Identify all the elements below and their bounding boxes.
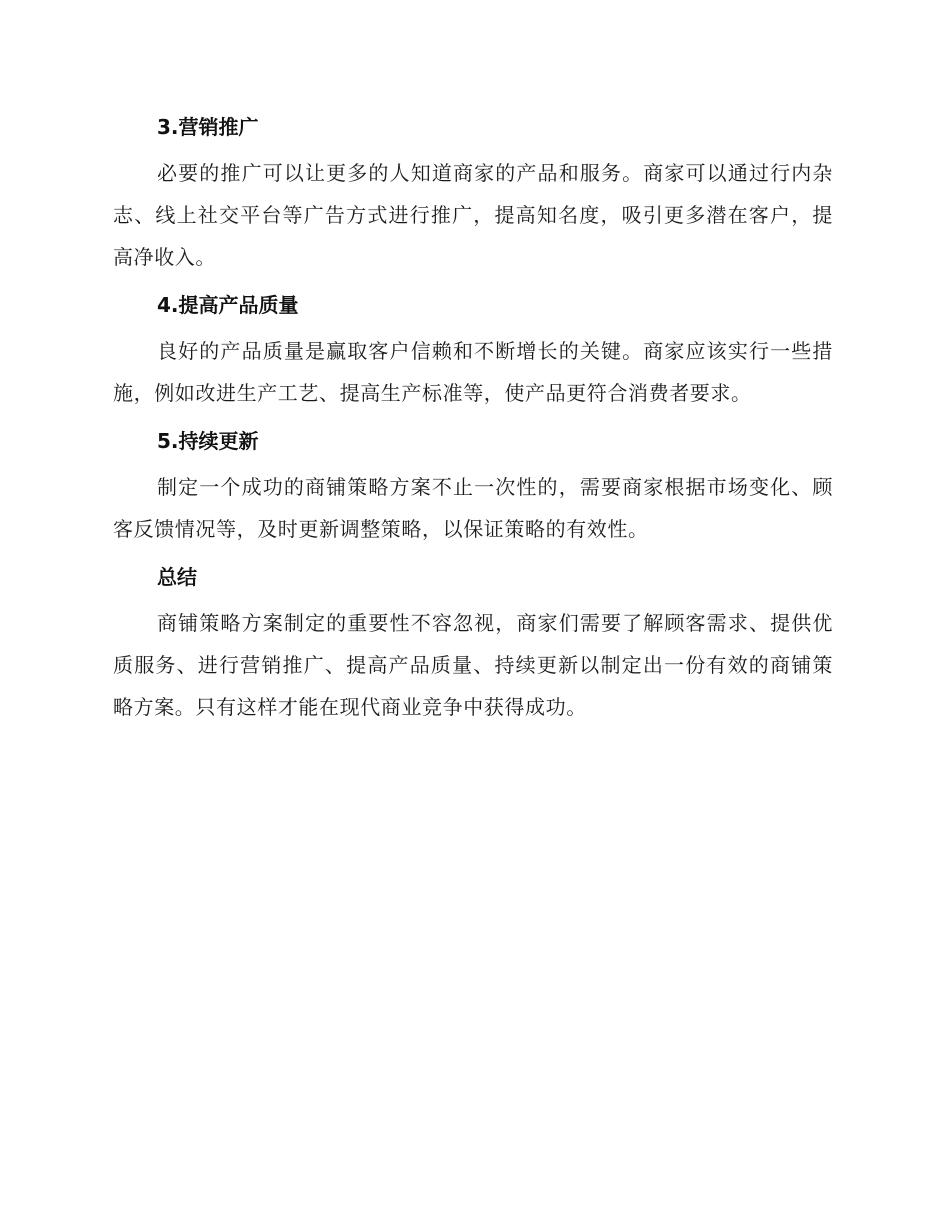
section-heading: 5.持续更新 xyxy=(157,429,259,453)
section-paragraph: 制定一个成功的商铺策略方案不止一次性的，需要商家根据市场变化、顾客反馈情况等，及时更新调整策略，以保证策略的有效性。 xyxy=(113,475,833,541)
section-heading: 4.提高产品质量 xyxy=(157,293,299,317)
section-paragraph: 必要的推广可以让更多的人知道商家的产品和服务。商家可以通过行内杂志、线上社交平台等广告方式进行推广，提高知名度，吸引更多潜在客户，提高净收入。 xyxy=(113,161,833,269)
section-paragraph: 良好的产品质量是赢取客户信赖和不断增长的关键。商家应该实行一些措施，例如改进生产工艺、提高生产标准等，使产品更符合消费者要求。 xyxy=(113,339,833,405)
section-summary xyxy=(113,562,833,728)
section-marketing xyxy=(113,112,833,278)
section-continuous-update xyxy=(113,426,833,550)
section-heading: 3.营销推广 xyxy=(157,115,259,139)
section-heading: 总结 xyxy=(157,565,197,589)
section-paragraph: 商铺策略方案制定的重要性不容忽视，商家们需要了解顾客需求、提供优质服务、进行营销推广、提高产品质量、持续更新以制定出一份有效的商铺策略方案。只有这样才能在现代商业竞争中获得成功。 xyxy=(113,611,833,719)
section-product-quality xyxy=(113,290,833,414)
document-page xyxy=(113,112,833,728)
